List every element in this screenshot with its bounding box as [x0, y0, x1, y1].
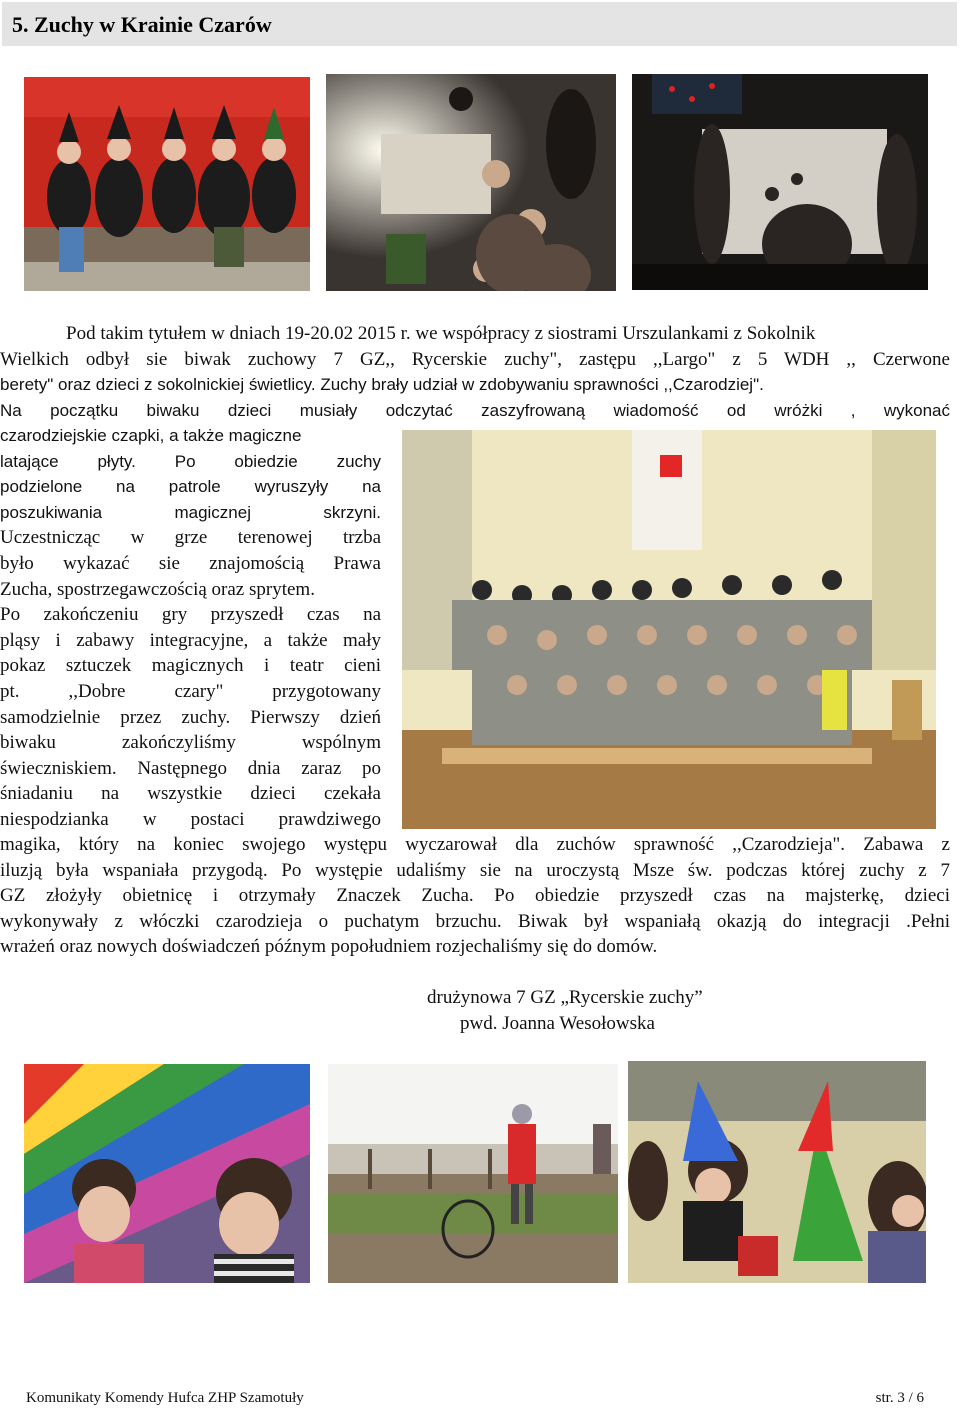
footer-publication: Komunikaty Komendy Hufca ZHP Szamotuły: [26, 1390, 304, 1406]
article-line: biwaku zakończyliśmy wspólnym: [0, 732, 381, 754]
section-header: [2, 2, 957, 46]
article-line: niespodzianka w postaci prawdziwego: [0, 808, 381, 830]
article-line: berety" oraz dzieci z sokolnickiej świetlicy. Zuchy brały udział w zdobywaniu sprawności ,,Czarodziej".: [0, 375, 764, 395]
photo-icon: [402, 430, 936, 829]
article-line: było wykazać sie znajomością Prawa: [0, 552, 381, 574]
article-line: latające płyty. Po obiedzie zuchy: [0, 451, 381, 471]
article-intro: [0, 321, 950, 423]
section-title: 5. Zuchy w Krainie Czarów: [12, 12, 272, 37]
signature-line-1: drużynowa 7 GZ „Rycerskie zuchy”: [427, 987, 703, 1008]
photo-icon: [24, 77, 310, 291]
article-ending: [0, 832, 950, 960]
photo-shadow-show-dark: [632, 74, 928, 290]
photo-icon: [632, 74, 928, 290]
photo-group-scouts: [402, 430, 936, 829]
photo-icon: [328, 1064, 618, 1283]
photo-witches: [24, 77, 310, 291]
article-line: samodzielnie przez zuchy. Pierwszy dzień: [0, 706, 381, 728]
article-line: pt. ,,Dobre czary" przygotowany: [0, 680, 381, 702]
article-line: Pod takim tytułem w dniach 19-20.02 2015 r. we współpracy z siostrami Urszulankami z Sokolnik: [66, 323, 816, 344]
signature-line-2: pwd. Joanna Wesołowska: [460, 1013, 655, 1034]
photo-icon: [628, 1061, 926, 1283]
article-line: wrażeń oraz nowych doświadczeń późnym popołudniem rozjechaliśmy się do domów.: [0, 936, 658, 958]
article-line: pokaz sztuczek magicznych i teatr cieni: [0, 655, 381, 677]
article-line: magika, który na koniec swojego występu wyczarował dla zuchów sprawność ,,Czarodzieja". Zabawa z: [0, 834, 950, 855]
footer-page-number: str. 3 / 6: [875, 1390, 924, 1406]
article-line: pląsy i zabawy integracyjne, a także mały: [0, 629, 381, 651]
article-line: Na początku biwaku dzieci musiały odczytać zaszyfrowaną wiadomość od wróżki , wykonać: [0, 400, 950, 420]
article-line: Zucha, spostrzegawczością oraz sprytem.: [0, 578, 315, 600]
article-line: Wielkich odbył sie biwak zuchowy 7 GZ,, Rycerskie zuchy", zastępu ,,Largo" z 5 WDH ,, Czerwone: [0, 348, 950, 370]
photo-shadow-theater-kids: [326, 74, 616, 291]
article-line: świeczniskiem. Następnego dnia zaraz po: [0, 757, 381, 779]
photo-icon: [24, 1064, 310, 1283]
article-side-column: [0, 423, 381, 833]
article-line: Po zakończeniu gry przyszedł czas na: [0, 604, 381, 626]
photo-hula-hoop-field: [328, 1064, 618, 1283]
photo-parachute-girls: [24, 1064, 310, 1283]
article-line: iluzją była wspaniała przygodą. Po występie udaliśmy sie na uroczystą Msze św. podczas której zuchy z 7: [0, 859, 950, 881]
article-line: wykonywały z włóczki czarodzieja o puchatym brzuchu. Biwak był wspaniałą okazją do integracji .Pełni: [0, 910, 950, 932]
article-line: GZ złożyły obietnicę i otrzymały Znaczek Zucha. Po obiedzie przyszedł czas na majsterkę, dzieci: [0, 885, 950, 907]
article-line: czarodziejskie czapki, a także magiczne: [0, 426, 302, 445]
article-line: poszukiwania magicznej skrzyni.: [0, 502, 381, 522]
photo-wizard-hats: [628, 1061, 926, 1283]
article-line: śniadaniu na wszystkie dzieci czekała: [0, 783, 381, 805]
article-line: Uczestnicząc w grze terenowej trzba: [0, 527, 381, 549]
photo-icon: [326, 74, 616, 291]
article-line: podzielone na patrole wyruszyły na: [0, 477, 381, 497]
